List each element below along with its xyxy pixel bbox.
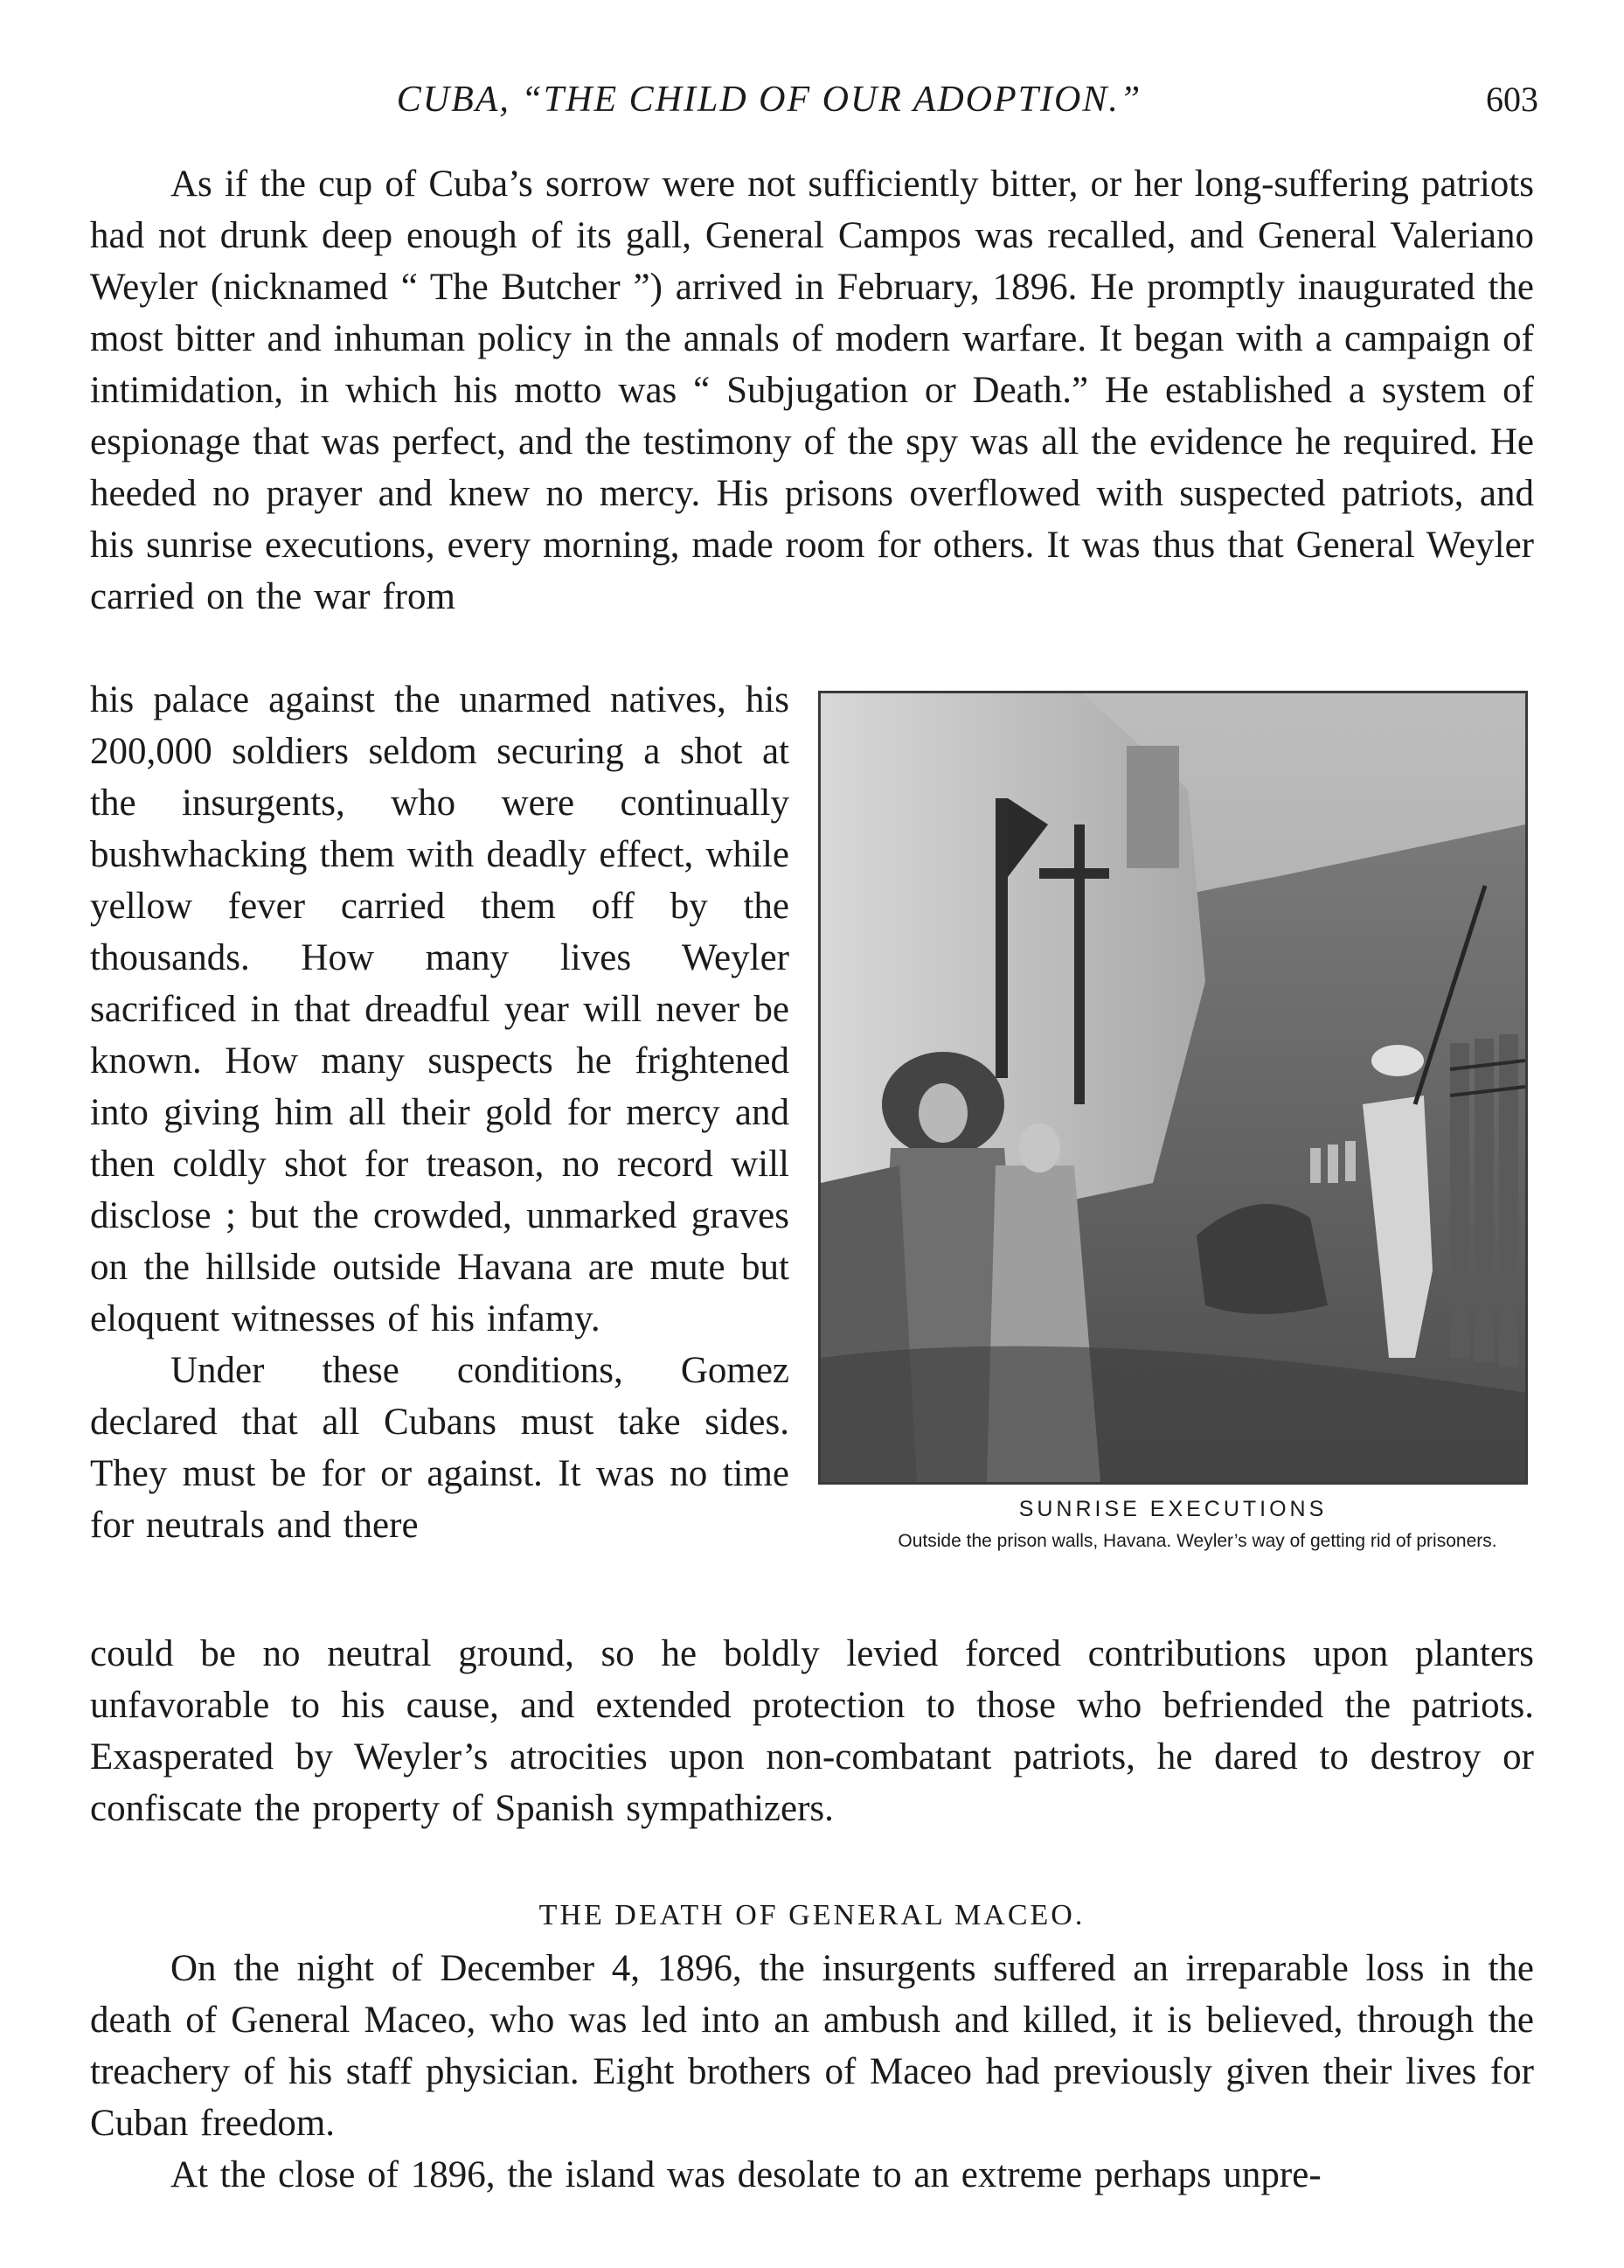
running-title: CUBA, “THE CHILD OF OUR ADOPTION.” — [396, 80, 1142, 120]
paragraph-gomez: Under these conditions, Gomez declared that all Cubans must take sides. They must be for or against. It was no time for neutrals and there — [90, 1350, 789, 1546]
illustration-sunrise-executions — [818, 691, 1528, 1485]
page-number: 603 — [1486, 80, 1538, 119]
running-head — [87, 68, 1538, 121]
figure-caption-title: SUNRISE EXECUTIONS — [1018, 1497, 1328, 1521]
paragraph-weyler-intro: As if the cup of Cuba’s sorrow were not sufficiently bitter, or her long-suffering patriots had not drunk deep enough of its gall, General Campos was recalled, and General Valeriano Weyler (nicknamed “ The Butcher ”) arrived in February, 1896. He promptly inaugurated the most bitter and inhuman policy in the annals of modern warfare. It began with a campaign of intimidation, in which his motto was “ Subjugation or Death.” He established a system of espionage that was perfect, and the testimony of the spy was all the evidence he required. He heeded no prayer and knew no mercy. His prisons overflowed with suspected patriots, and his sunrise executions, every morning, made room for others. It was thus that General Weyler carried on the war from — [90, 163, 1534, 617]
paragraph-gomez-continued: could be no neutral ground, so he boldly levied forced contributions upon planters unfavorable to his cause, and extended protection to those who befriended the patriots. Exasperated by Weyler’s atrocities upon non-combatant patriots, he dared to destroy or confiscate the property of Spanish sympathizers. — [90, 1633, 1534, 1829]
figure-caption-text: Outside the prison walls, Havana. Weyler’s way of getting rid of prisoners. — [898, 1531, 1497, 1551]
body-text-top — [90, 158, 1534, 623]
paragraph-desolation: At the close of 1896, the island was desolate to an extreme perhaps unpre- — [170, 2154, 1322, 2195]
body-text-bottom — [90, 1628, 1534, 1834]
engraving-image — [821, 693, 1525, 1482]
paragraph-weyler-continued: his palace against the unarmed natives, his 200,000 soldiers seldom securing a shot at the insurgents, who were continually bushwhacking them with deadly effect, while yellow fever carried them off by the thousands. How many lives Weyler sacrificed in that dreadful year will never be known. How many suspects he frightened into giving him all their gold for mercy and then coldly shot for treason, no record will disclose ; but the crowded, unmarked graves on the hillside outside Havana are mute but eloquent witnesses of his infamy. — [90, 679, 789, 1339]
body-text-maceo — [90, 1943, 1534, 2201]
body-text-beside-figure — [90, 674, 789, 1551]
paragraph-maceo-death: On the night of December 4, 1896, the insurgents suffered an irreparable loss in the death of General Maceo, who was led into an ambush and killed, it is believed, through the treachery of his staff physician. Eight brothers of Maceo had previously given their lives for Cuban freedom. — [90, 1948, 1534, 2144]
section-heading: THE DEATH OF GENERAL MACEO. — [538, 1899, 1086, 1931]
